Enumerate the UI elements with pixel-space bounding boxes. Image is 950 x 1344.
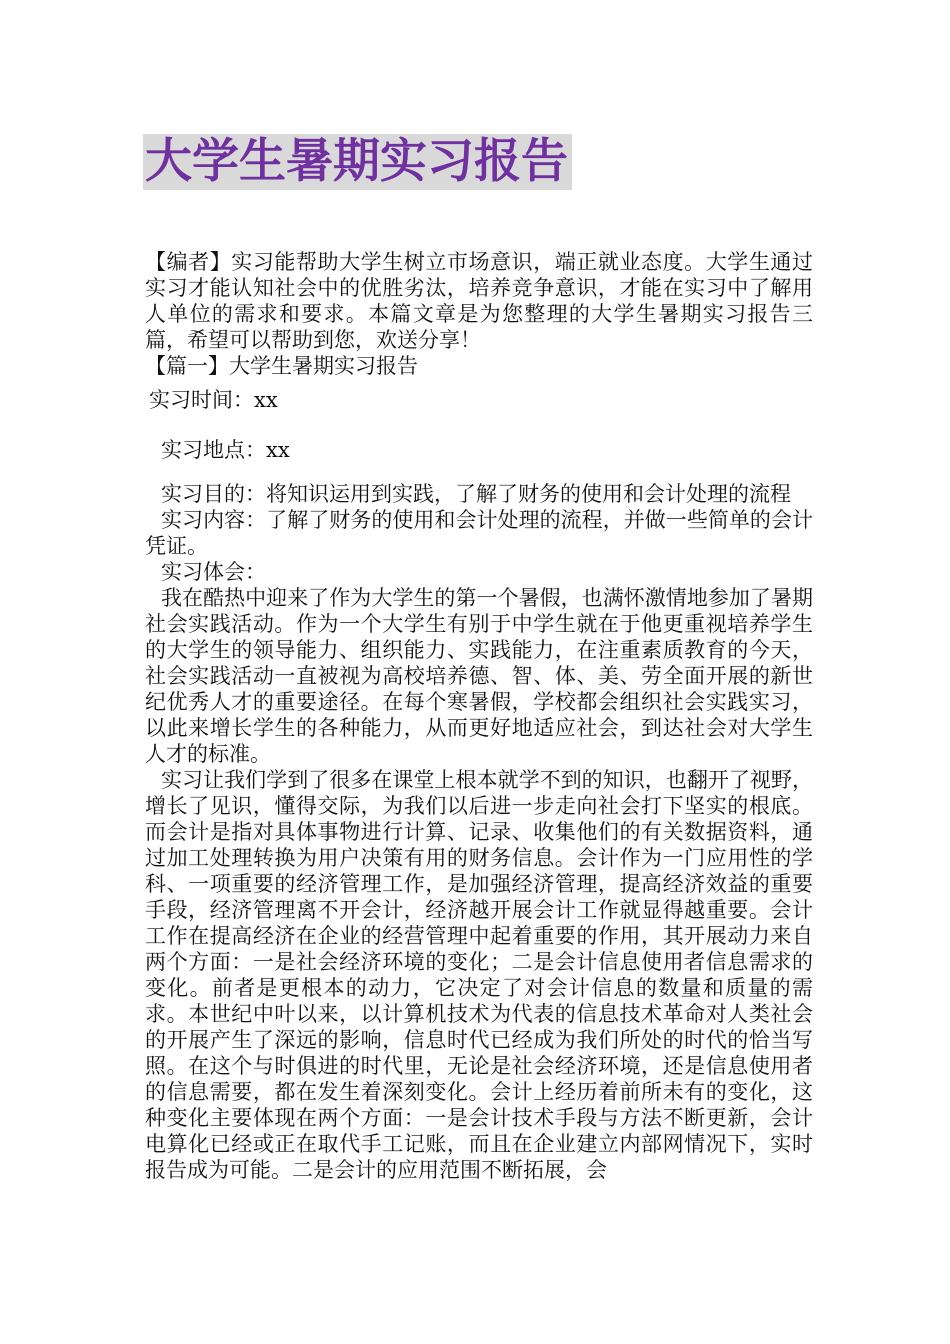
section-heading: 【篇一】大学生暑期实习报告: [145, 354, 418, 378]
experience-label: 实习体会：: [161, 560, 266, 584]
internship-purpose: 实习目的：将知识运用到实践，了解了财务的使用和会计处理的流程: [161, 482, 791, 506]
internship-location: 实习地点：xx: [161, 438, 290, 462]
intro-paragraph: 【编者】实习能帮助大学生树立市场意识，端正就业态度。大学生通过实习才能认知社会中的优胜劣汰，培养竞争意识，才能在实习中了解用人单位的需求和要求。本篇文章是为您整理的大学生暑期实习报告三篇，希望可以帮助到您，欢送分享！: [145, 250, 813, 352]
document-body: [145, 249, 813, 1183]
internship-content: 实习内容：了解了财务的使用和会计处理的流程，并做一些简单的会计凭证。: [145, 508, 813, 558]
experience-paragraph-2: 实习让我们学到了很多在课堂上根本就学不到的知识，也翻开了视野，增长了见识，懂得交际，为我们以后进一步走向社会打下坚实的根底。而会计是指对具体事物进行计算、记录、收集他们的有关数据资料，通过加工处理转换为用户决策有用的财务信息。会计作为一门应用性的学科、一项重要的经济管理工作，是加强经济管理，提高经济效益的重要手段，经济管理离不开会计，经济越开展会计工作就显得越重要。会计工作在提高经济在企业的经营管理中起着重要的作用，其开展动力来自两个方面：一是社会经济环境的变化；二是会计信息使用者信息需求的变化。前者是更根本的动力，它决定了对会计信息的数量和质量的需求。本世纪中叶以来，以计算机技术为代表的信息技术革命对人类社会的开展产生了深远的影响，信息时代已经成为我们所处的时代的恰当写照。在这个与时俱进的时代里，无论是社会经济环境，还是信息使用者的信息需要，都在发生着深刻变化。会计上经历着前所未有的变化，这种变化主要体现在两个方面：一是会计技术手段与方法不断更新，会计电算化已经或正在取代手工记账，而且在企业建立内部网情况下，实时报告成为可能。二是会计的应用范围不断拓展，会: [145, 768, 813, 1182]
title-highlight: [143, 134, 572, 190]
document-title: 大学生暑期实习报告: [145, 134, 568, 189]
experience-paragraph-1: 我在酷热中迎来了作为大学生的第一个暑假，也满怀激情地参加了暑期社会实践活动。作为一个大学生有别于中学生就在于他更重视培养学生的大学生的领导能力、组织能力、实践能力，在注重素质教育的今天，社会实践活动一直被视为高校培养德、智、体、美、劳全面开展的新世纪优秀人才的重要途径。在每个寒暑假，学校都会组织社会实践实习，以此来增长学生的各种能力，从而更好地适应社会，到达社会对大学生人才的标准。: [145, 586, 813, 766]
internship-time: 实习时间：xx: [149, 388, 278, 412]
